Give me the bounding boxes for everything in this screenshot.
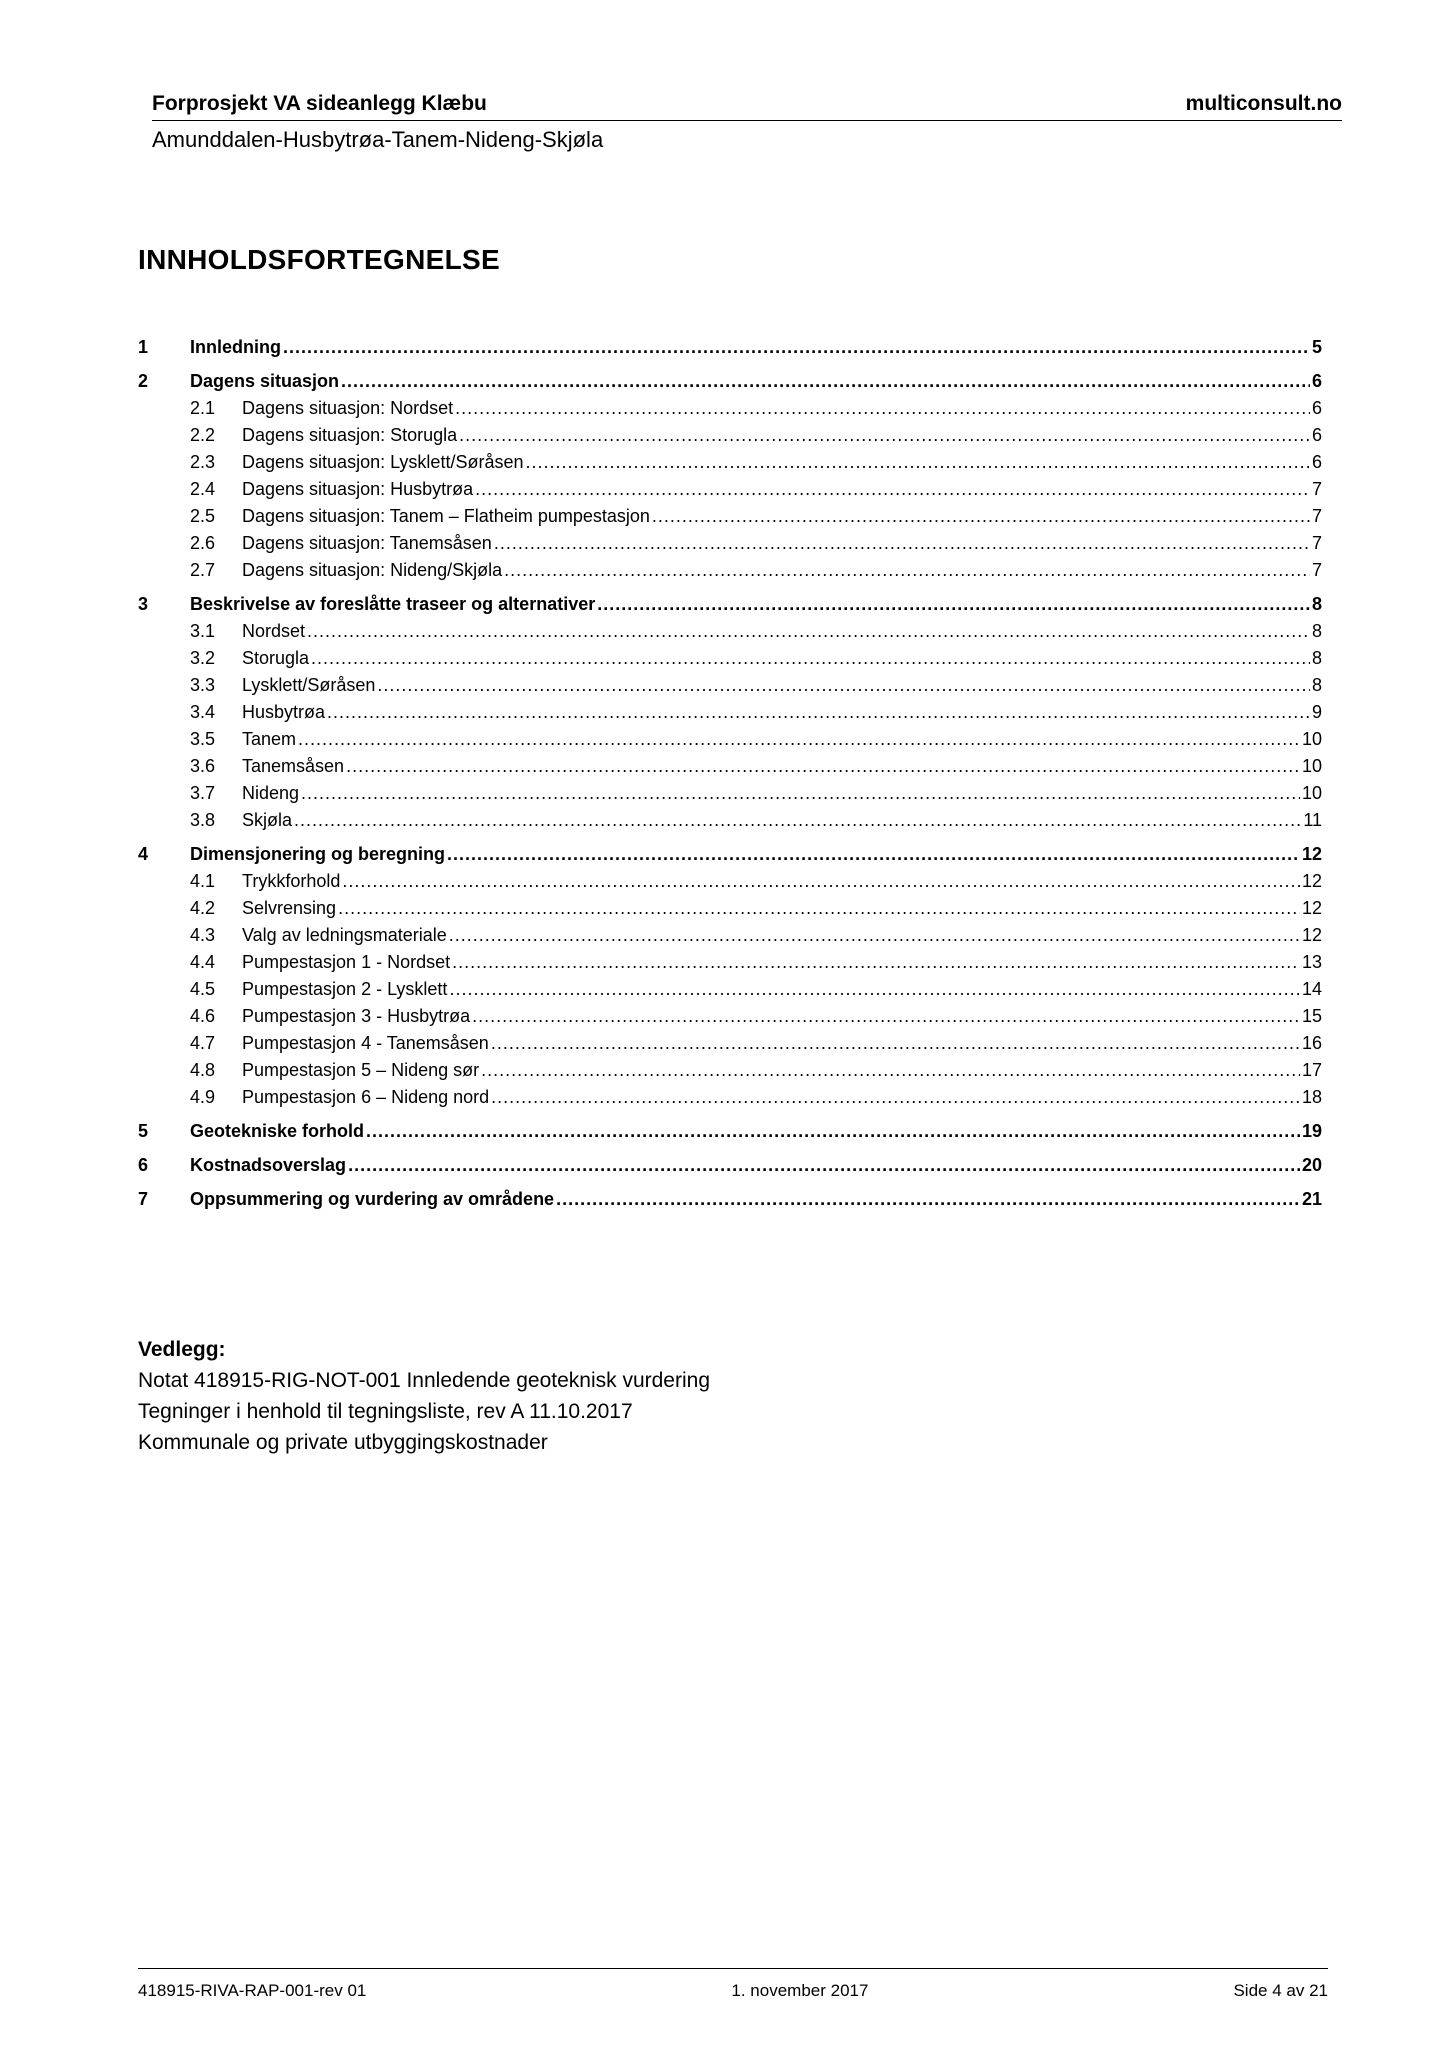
toc-page-number: 16 — [1301, 1033, 1322, 1053]
toc-number: 4.4 — [190, 952, 216, 972]
toc-leader-dots — [652, 506, 1310, 527]
toc-number: 2.7 — [190, 560, 216, 580]
toc-page-number: 20 — [1301, 1154, 1322, 1175]
toc-leader-dots — [452, 952, 1300, 973]
toc-label: Kostnadsoverslag — [190, 1154, 347, 1175]
toc-number: 2 — [138, 370, 149, 391]
page-number: Side 4 av 21 — [1233, 1981, 1328, 2000]
toc-subsection-row[interactable] — [138, 952, 1322, 979]
toc-number: 2.4 — [190, 479, 216, 499]
toc-subsection-row[interactable] — [138, 898, 1322, 925]
toc-section-row[interactable] — [138, 1148, 1322, 1182]
toc-label: Innledning — [190, 336, 281, 357]
toc-page-number: 10 — [1301, 783, 1322, 803]
toc-leader-dots — [307, 621, 1310, 642]
toc-label: Tanem — [242, 729, 297, 749]
toc-label: Dagens situasjon: Tanemsåsen — [242, 533, 492, 553]
toc-number: 7 — [138, 1188, 149, 1209]
toc-page-number: 17 — [1301, 1060, 1322, 1080]
toc-subsection-row[interactable] — [138, 1060, 1322, 1087]
toc-leader-dots — [377, 675, 1310, 696]
toc-page-number: 8 — [1311, 621, 1322, 641]
toc-page-number: 8 — [1311, 648, 1322, 668]
toc-label: Dagens situasjon: Storugla — [242, 425, 458, 445]
toc-label: Nideng — [242, 783, 300, 803]
toc-label: Selvrensing — [242, 898, 337, 918]
toc-page-number: 6 — [1311, 370, 1322, 391]
attachments-title: Vedlegg: — [138, 1338, 226, 1361]
toc-number: 4 — [138, 843, 149, 864]
toc-leader-dots — [294, 810, 1301, 831]
toc-label: Dagens situasjon: Lysklett/Søråsen — [242, 452, 524, 472]
toc-leader-dots — [338, 898, 1300, 919]
toc-subsection-row[interactable] — [138, 452, 1322, 479]
toc-leader-dots — [342, 871, 1300, 892]
toc-subsection-row[interactable] — [138, 1006, 1322, 1033]
toc-number: 4.2 — [190, 898, 216, 918]
toc-label: Geotekniske forhold — [190, 1120, 365, 1141]
toc-label: Pumpestasjon 6 – Nideng nord — [242, 1087, 490, 1107]
toc-page-number: 5 — [1311, 336, 1322, 357]
toc-subsection-row[interactable] — [138, 729, 1322, 756]
toc-label: Dagens situasjon — [190, 370, 340, 391]
toc-leader-dots — [481, 1060, 1300, 1081]
toc-label: Pumpestasjon 3 - Husbytrøa — [242, 1006, 471, 1026]
toc-page-number: 14 — [1301, 979, 1322, 999]
header-row — [152, 92, 1342, 121]
toc-leader-dots — [301, 783, 1300, 804]
toc-page-number: 13 — [1301, 952, 1322, 972]
toc-leader-dots — [348, 1155, 1300, 1176]
company-website[interactable]: multiconsult.no — [1185, 92, 1342, 115]
toc-label: Lysklett/Søråsen — [242, 675, 376, 695]
toc-page-number: 12 — [1301, 925, 1322, 945]
toc-number: 5 — [138, 1120, 149, 1141]
toc-section-row[interactable] — [138, 1114, 1322, 1148]
toc-page-number: 15 — [1301, 1006, 1322, 1026]
toc-leader-dots — [341, 371, 1310, 392]
toc-subsection-row[interactable] — [138, 756, 1322, 783]
toc-subsection-row[interactable] — [138, 425, 1322, 452]
toc-page-number: 8 — [1311, 675, 1322, 695]
toc-page-number: 6 — [1311, 398, 1322, 418]
toc-leader-dots — [346, 756, 1300, 777]
table-of-contents — [138, 330, 1322, 1216]
toc-label: Pumpestasjon 4 - Tanemsåsen — [242, 1033, 489, 1053]
toc-section-row[interactable] — [138, 587, 1322, 621]
project-title: Forprosjekt VA sideanlegg Klæbu — [152, 92, 487, 115]
toc-number: 4.1 — [190, 871, 216, 891]
toc-leader-dots — [459, 425, 1310, 446]
toc-page-number: 10 — [1301, 756, 1322, 776]
toc-leader-dots — [298, 729, 1300, 750]
toc-leader-dots — [472, 1006, 1300, 1027]
toc-subsection-row[interactable] — [138, 871, 1322, 898]
toc-subsection-row[interactable] — [138, 506, 1322, 533]
toc-page-number: 10 — [1301, 729, 1322, 749]
toc-number: 2.6 — [190, 533, 216, 553]
toc-label: Pumpestasjon 5 – Nideng sør — [242, 1060, 480, 1080]
toc-label: Beskrivelse av foreslåtte traseer og alternativer — [190, 593, 596, 614]
toc-page-number: 7 — [1311, 479, 1322, 499]
toc-label: Pumpestasjon 2 - Lysklett — [242, 979, 448, 999]
toc-label: Tanemsåsen — [242, 756, 345, 776]
toc-number: 3 — [138, 593, 149, 614]
toc-leader-dots — [494, 533, 1310, 554]
toc-page-number: 9 — [1311, 702, 1322, 722]
toc-page-number: 7 — [1311, 560, 1322, 580]
toc-number: 4.5 — [190, 979, 216, 999]
attachment-item: Notat 418915-RIG-NOT-001 Innledende geoteknisk vurdering — [138, 1369, 711, 1392]
toc-label: Pumpestasjon 1 - Nordset — [242, 952, 451, 972]
toc-label: Oppsummering og vurdering av områdene — [190, 1188, 555, 1209]
toc-page-number: 12 — [1301, 843, 1322, 864]
toc-label: Storugla — [242, 648, 310, 668]
toc-subsection-row[interactable] — [138, 621, 1322, 648]
toc-subsection-row[interactable] — [138, 398, 1322, 425]
attachment-item: Tegninger i henhold til tegningsliste, rev A 11.10.2017 — [138, 1400, 633, 1423]
toc-label: Trykkforhold — [242, 871, 341, 891]
toc-subsection-row[interactable] — [138, 675, 1322, 702]
toc-leader-dots — [525, 452, 1310, 473]
toc-label: Dagens situasjon: Nordset — [242, 398, 454, 418]
toc-page-number: 12 — [1301, 871, 1322, 891]
toc-leader-dots — [447, 844, 1300, 865]
toc-section-row[interactable] — [138, 364, 1322, 398]
toc-leader-dots — [327, 702, 1310, 723]
toc-label: Husbytrøa — [242, 702, 326, 722]
toc-section-row[interactable] — [138, 1182, 1322, 1216]
toc-leader-dots — [556, 1189, 1300, 1210]
toc-page-number: 18 — [1301, 1087, 1322, 1107]
toc-label: Nordset — [242, 621, 306, 641]
toc-number: 1 — [138, 336, 149, 357]
page-header — [152, 92, 1342, 153]
toc-page-number: 6 — [1311, 425, 1322, 445]
toc-number: 4.6 — [190, 1006, 216, 1026]
toc-number: 4.9 — [190, 1087, 216, 1107]
toc-page-number: 8 — [1311, 593, 1322, 614]
toc-leader-dots — [449, 925, 1300, 946]
toc-number: 2.3 — [190, 452, 216, 472]
toc-label: Dagens situasjon: Husbytrøa — [242, 479, 474, 499]
toc-number: 4.8 — [190, 1060, 216, 1080]
toc-subsection-row[interactable] — [138, 648, 1322, 675]
toc-leader-dots — [449, 979, 1300, 1000]
attachments-section — [138, 1334, 710, 1458]
toc-number: 3.8 — [190, 810, 216, 830]
toc-number: 3.7 — [190, 783, 216, 803]
toc-leader-dots — [597, 594, 1310, 615]
toc-number: 3.1 — [190, 621, 216, 641]
toc-subsection-row[interactable] — [138, 1087, 1322, 1114]
toc-subsection-row[interactable] — [138, 925, 1322, 952]
toc-page-number: 7 — [1311, 506, 1322, 526]
toc-leader-dots — [504, 560, 1310, 581]
toc-number: 4.7 — [190, 1033, 216, 1053]
page-footer — [138, 1968, 1328, 2001]
toc-leader-dots — [311, 648, 1310, 669]
toc-leader-dots — [491, 1033, 1300, 1054]
toc-page-number: 6 — [1311, 452, 1322, 472]
toc-leader-dots — [283, 337, 1310, 358]
toc-section-row[interactable] — [138, 330, 1322, 364]
toc-label: Valg av ledningsmateriale — [242, 925, 447, 945]
toc-label: Dagens situasjon: Tanem – Flatheim pumpestasjon — [242, 506, 650, 526]
toc-number: 3.4 — [190, 702, 216, 722]
toc-number: 2.2 — [190, 425, 216, 445]
toc-section-row[interactable] — [138, 837, 1322, 871]
toc-heading: INNHOLDSFORTEGNELSE — [138, 244, 500, 275]
document-date: 1. november 2017 — [731, 1981, 869, 2000]
toc-leader-dots — [491, 1087, 1300, 1108]
toc-number: 3.6 — [190, 756, 216, 776]
toc-page-number: 21 — [1301, 1188, 1322, 1209]
toc-label: Dimensjonering og beregning — [190, 843, 446, 864]
toc-label: Dagens situasjon: Nideng/Skjøla — [242, 560, 503, 580]
toc-leader-dots — [475, 479, 1310, 500]
toc-subsection-row[interactable] — [138, 533, 1322, 560]
toc-number: 6 — [138, 1154, 149, 1175]
toc-page-number: 11 — [1303, 810, 1322, 830]
toc-leader-dots — [366, 1121, 1300, 1142]
toc-subsection-row[interactable] — [138, 479, 1322, 506]
toc-subsection-row[interactable] — [138, 560, 1322, 587]
toc-leader-dots — [455, 398, 1310, 419]
toc-page-number: 7 — [1311, 533, 1322, 553]
toc-number: 2.5 — [190, 506, 216, 526]
toc-subsection-row[interactable] — [138, 702, 1322, 729]
attachment-item: Kommunale og private utbyggingskostnader — [138, 1431, 548, 1454]
toc-subsection-row[interactable] — [138, 979, 1322, 1006]
toc-subsection-row[interactable] — [138, 783, 1322, 810]
toc-label: Skjøla — [242, 810, 293, 830]
toc-page-number: 19 — [1301, 1120, 1322, 1141]
toc-subsection-row[interactable] — [138, 1033, 1322, 1060]
toc-number: 3.5 — [190, 729, 216, 749]
toc-number: 3.2 — [190, 648, 216, 668]
toc-number: 2.1 — [190, 398, 216, 418]
toc-number: 4.3 — [190, 925, 216, 945]
project-subtitle: Amunddalen-Husbytrøa-Tanem-Nideng-Skjøla — [152, 127, 604, 152]
toc-page-number: 12 — [1301, 898, 1322, 918]
toc-number: 3.3 — [190, 675, 216, 695]
toc-subsection-row[interactable] — [138, 810, 1322, 837]
document-id: 418915-RIVA-RAP-001-rev 01 — [138, 1981, 367, 2000]
